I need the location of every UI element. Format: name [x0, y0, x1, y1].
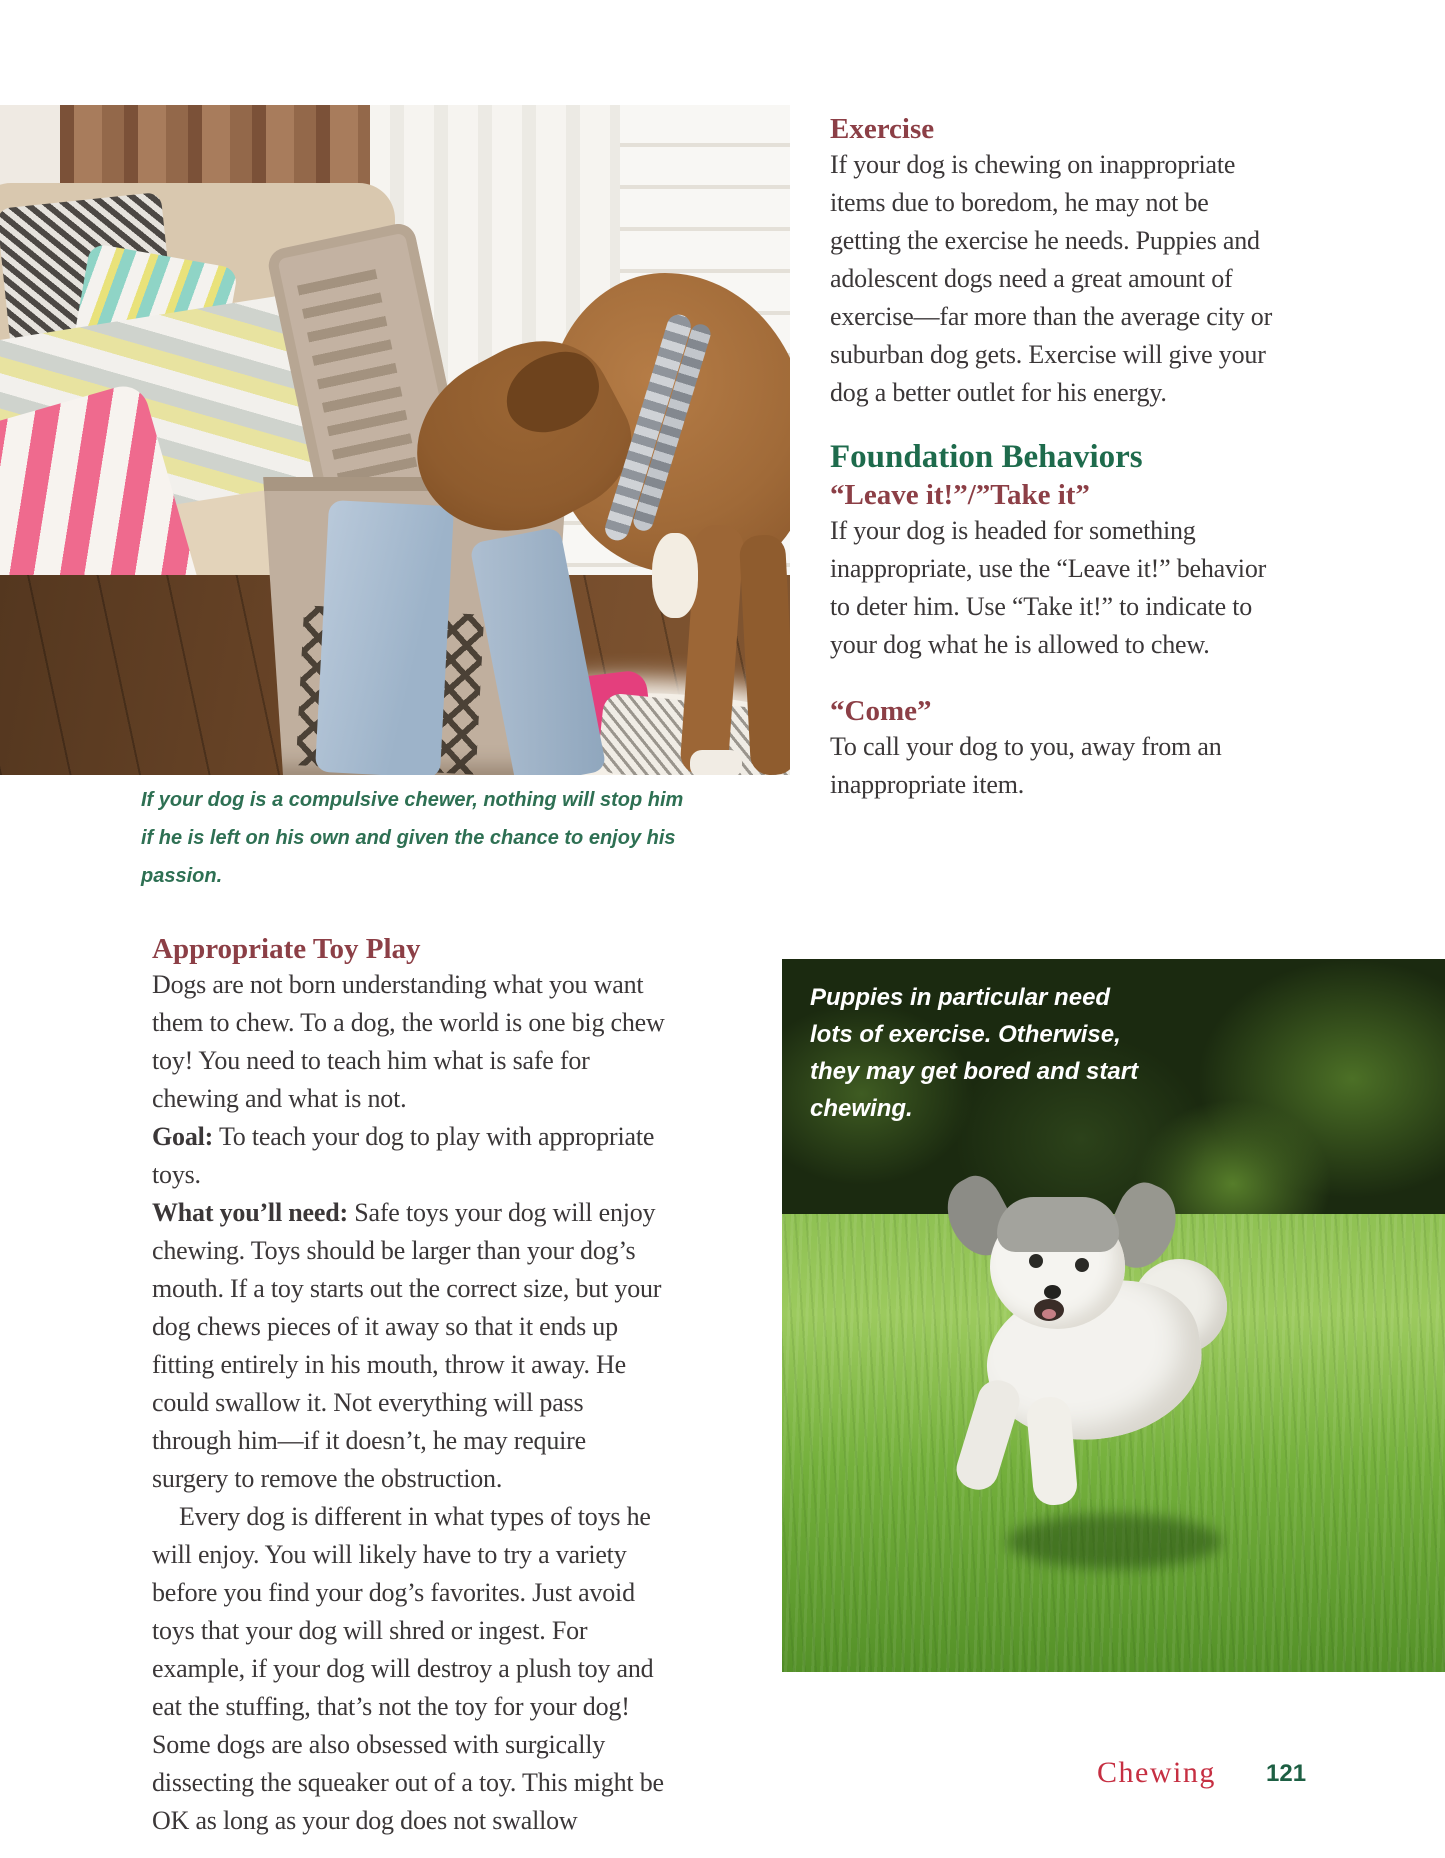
- puppy-gray-crown: [997, 1197, 1119, 1252]
- page-number: 121: [1266, 1760, 1307, 1787]
- dog-white-paw: [690, 750, 742, 775]
- toy-play-heading: Appropriate Toy Play: [152, 933, 421, 965]
- puppy-running-photo: [782, 959, 1445, 1672]
- right-column: [830, 112, 1282, 804]
- what-you-need-label: What you’ll need:: [152, 1198, 348, 1227]
- toy-play-intro: Dogs are not born understanding what you want them to chew. To a dog, the world is one big chew toy! You need to teach him what is safe for chewing and what is not.: [152, 970, 665, 1113]
- exercise-paragraph: If your dog is chewing on inappropriate items due to boredom, he may not be getting the exercise he needs. Puppies and adolescent dogs need a great amount of exercise—far more than the average city or suburban dog gets. Exercise will give your dog a better outlet for his energy.: [830, 150, 1273, 407]
- goal-text: To teach your dog to play with appropriate toys.: [152, 1122, 655, 1189]
- leave-it-paragraph: If your dog is headed for something inappropriate, use the “Leave it!” behavior to deter him. Use “Take it!” to indicate to your dog what he is allowed to chew.: [830, 516, 1267, 659]
- chapter-label: Chewing: [1097, 1756, 1216, 1789]
- what-you-need-line: [152, 1194, 668, 1498]
- foundation-behaviors-heading: Foundation Behaviors: [830, 439, 1143, 475]
- hanging-blue-towel: [315, 500, 454, 775]
- come-heading: “Come”: [830, 695, 932, 727]
- what-you-need-text: Safe toys your dog will enjoy chewing. Toys should be larger than your dog’s mouth. If a toy starts out the correct size, but your dog chews pieces of it away so that it ends up fitting entirely in his mouth, throw it away. He could swallow it. Not everything will pass through him—if it doesn’t, he may require surgery to remove the obstruction.: [152, 1198, 662, 1493]
- puppy-tongue: [1042, 1309, 1056, 1319]
- puppy-shadow: [1007, 1514, 1222, 1569]
- puppy-eye: [1029, 1254, 1043, 1268]
- puppy-nose: [1044, 1285, 1061, 1299]
- toy-play-section: [152, 932, 668, 1840]
- photo-caption: If your dog is a compulsive chewer, nothing will stop him if he is left on his own and given the chance to enjoy his passion.: [141, 789, 684, 887]
- goal-label: Goal:: [152, 1122, 214, 1151]
- toy-play-paragraph-2: Every dog is different in what types of toys he will enjoy. You will likely have to try a variety before you find your dog’s favorites. Just avoid toys that your dog will shred or ingest. For example, if your dog will destroy a plush toy and eat the stuffing, that’s not the toy for your dog! Some dogs are also obsessed with surgically dissecting the squeaker out of a toy. This might be OK as long as your dog does not swallow: [152, 1502, 664, 1835]
- dog-hamper-photo: [0, 105, 790, 775]
- puppy-front-leg: [1025, 1395, 1078, 1506]
- leave-it-take-it-heading: “Leave it!”/”Take it”: [830, 479, 1090, 511]
- goal-line: [152, 1118, 668, 1194]
- come-paragraph: To call your dog to you, away from an inappropriate item.: [830, 732, 1222, 799]
- photo-overlay-caption: Puppies in particular need lots of exercise. Otherwise, they may get bored and start chewing.: [810, 984, 1139, 1122]
- puppy-eye: [1075, 1258, 1089, 1272]
- dog-chest-patch: [652, 533, 698, 618]
- exercise-heading: Exercise: [830, 113, 935, 145]
